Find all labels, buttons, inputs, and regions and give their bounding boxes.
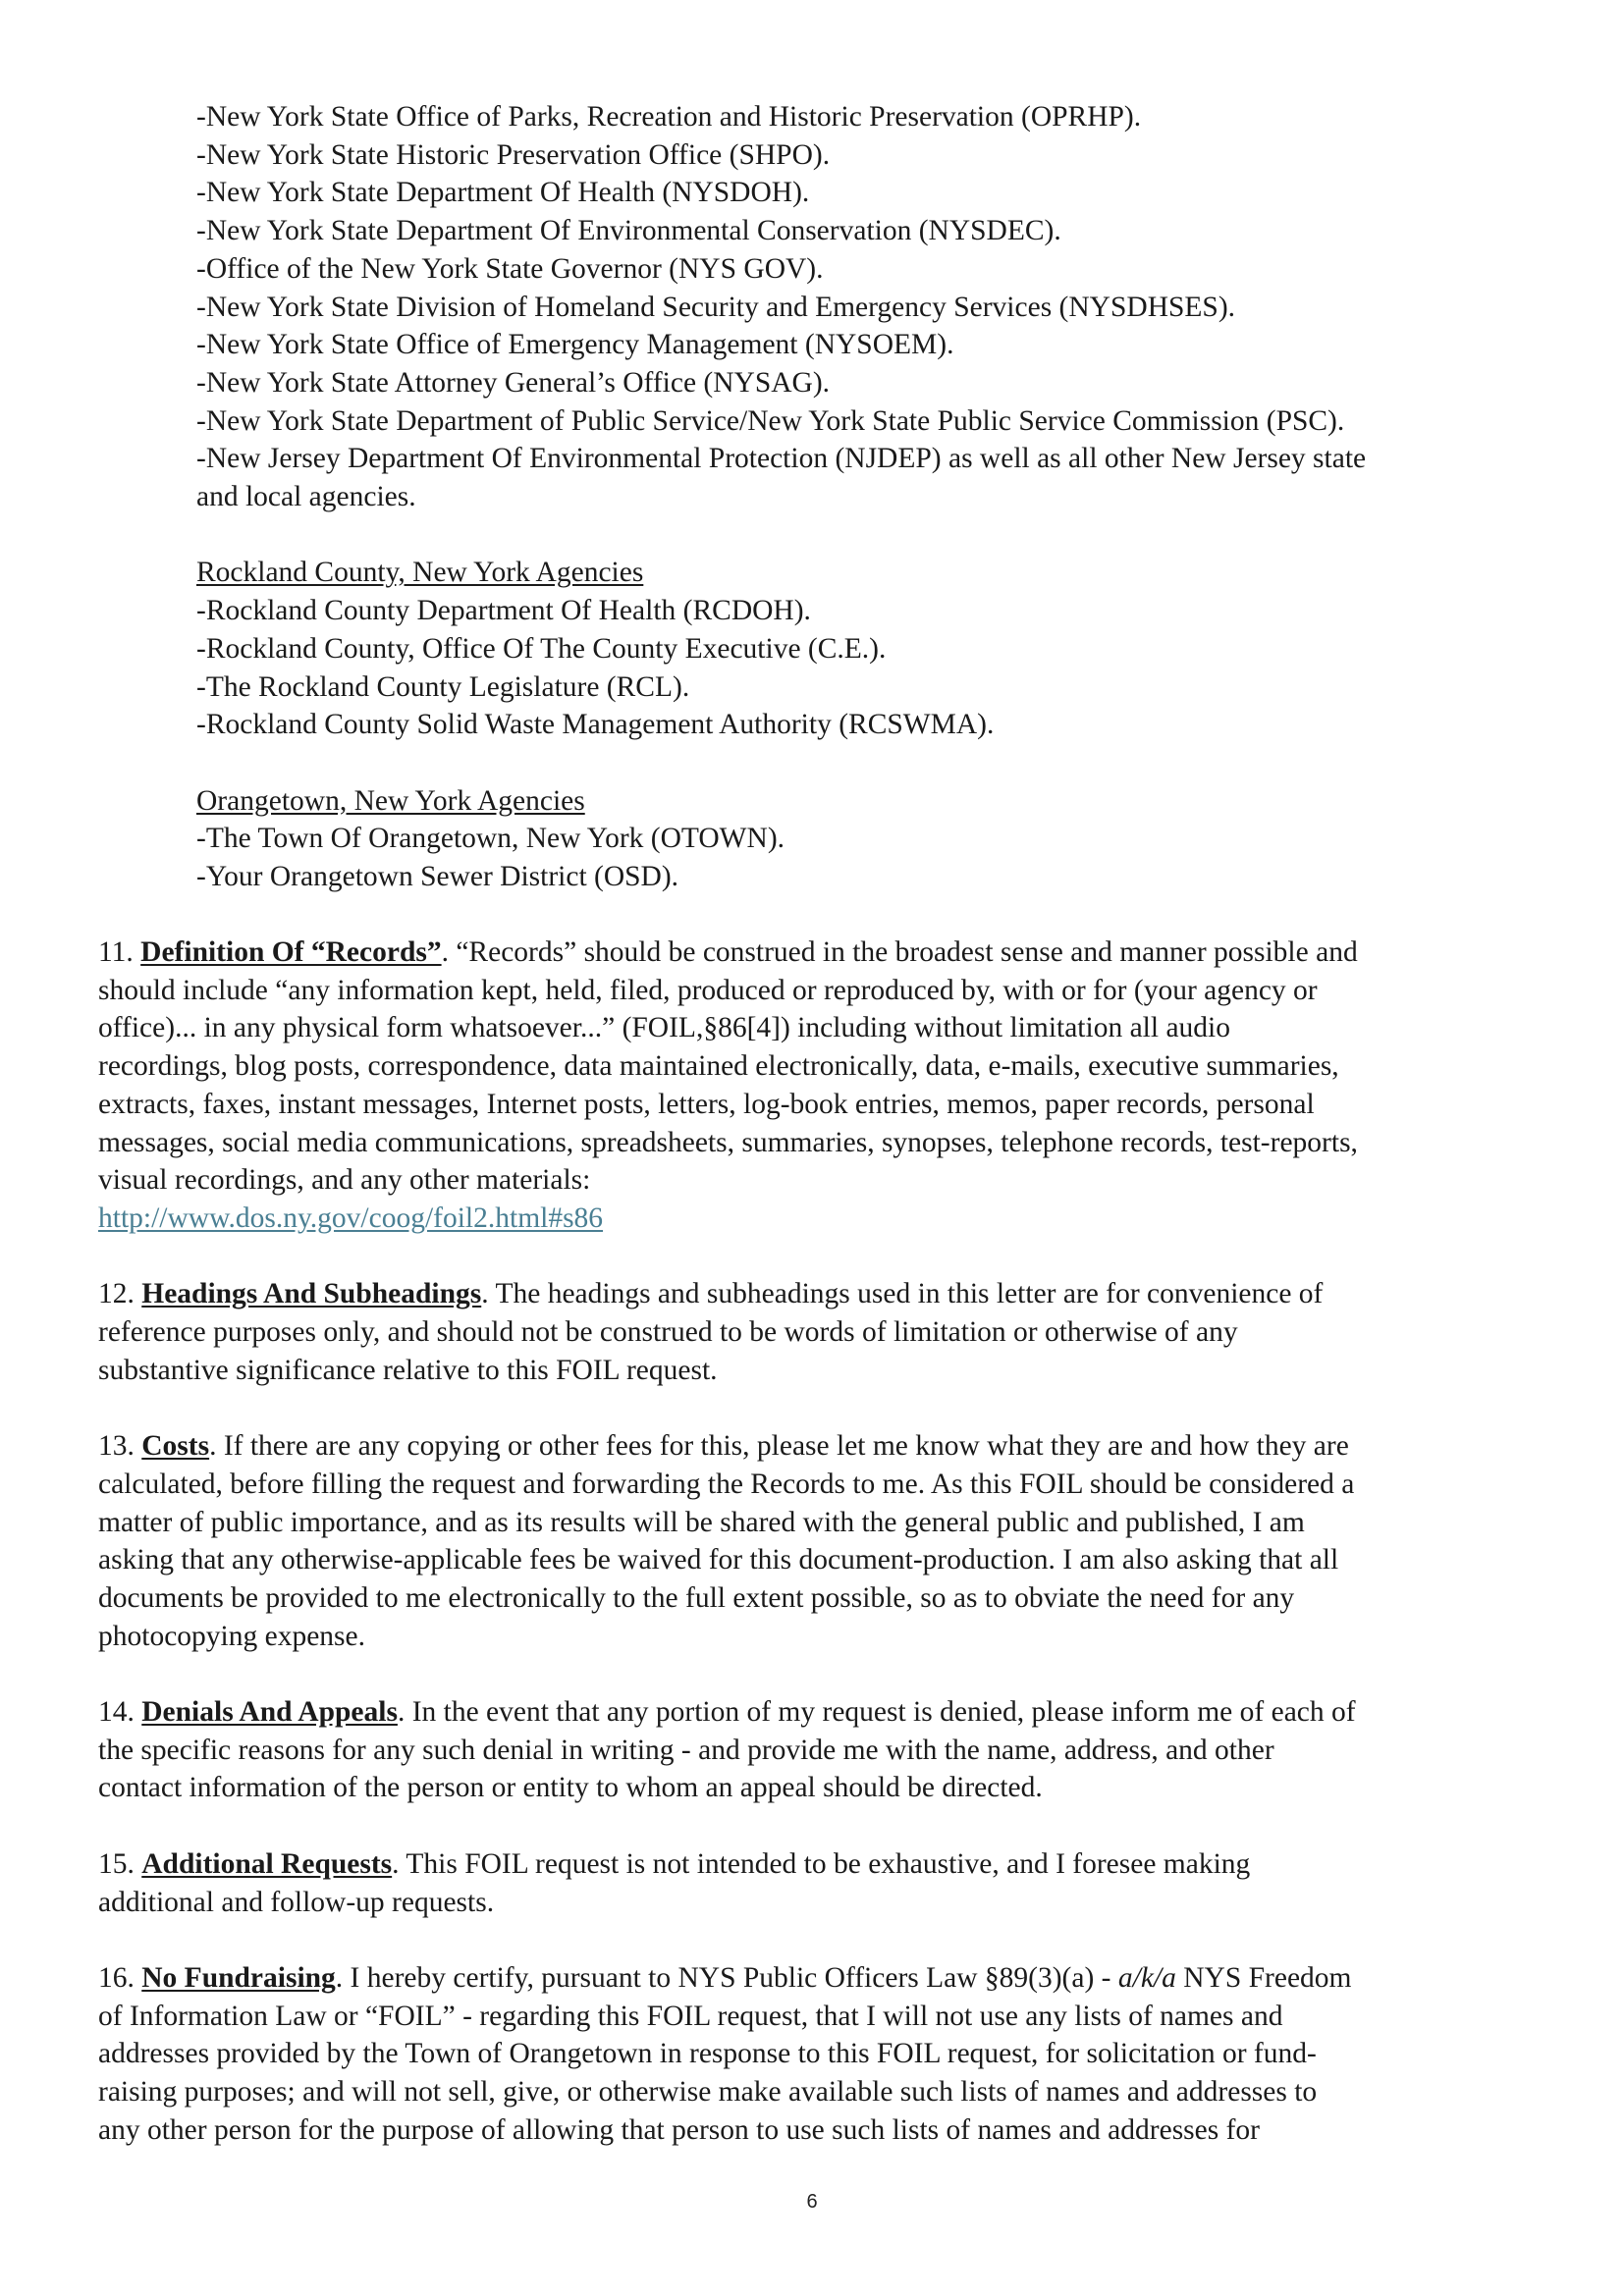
paragraph-line: contact information of the person or entity to whom an appeal should be directed.: [98, 1772, 1043, 1804]
list-item: and local agencies.: [196, 481, 416, 513]
paragraph-line: visual recordings, and any other materials:: [98, 1164, 591, 1197]
list-item: -Rockland County, Office Of The County Executive (C.E.).: [196, 632, 887, 665]
paragraph-line: This FOIL request is not intended to be exhaustive, and I foresee making: [406, 1847, 1251, 1880]
section-number: 13.: [98, 1430, 135, 1463]
state-agency-list: [196, 98, 1551, 516]
section-number: 15.: [98, 1847, 135, 1880]
paragraph-line: If there are any copying or other fees for this, please let me know what they are and how they are: [223, 1430, 1349, 1463]
list-item: -New York State Office of Parks, Recreation and Historic Preservation (OPRHP).: [196, 101, 1142, 133]
section-heading: Definition Of “Records”: [140, 936, 442, 968]
paragraph-line: office)... in any physical form whatsoever...” (FOIL,§86[4]) including without limitation all audio: [98, 1012, 1230, 1044]
list-item: -New York State Historic Preservation Office (SHPO).: [196, 138, 831, 171]
list-item: -New York State Department of Public Service/New York State Public Service Commission (PSC).: [196, 404, 1345, 437]
section-heading: Additional Requests: [141, 1847, 393, 1880]
paragraph-line: substantive significance relative to this FOIL request.: [98, 1354, 718, 1386]
section-heading: Costs: [141, 1430, 210, 1463]
paragraph-line: recordings, blog posts, correspondence, data maintained electronically, data, e-mails, executive summaries,: [98, 1050, 1339, 1083]
paragraph-line: addresses provided by the Town of Orangetown in response to this FOIL request, for solicitation or fund-: [98, 2038, 1317, 2070]
section-heading: Headings And Subheadings: [141, 1278, 482, 1310]
paragraph-line: The headings and subheadings used in this letter are for convenience of: [495, 1278, 1324, 1310]
rockland-agency-list: [196, 554, 1551, 744]
section-12-headings-and-subheadings: 12. Headings And Subheadings. The headings and subheadings used in this letter are for convenience of reference purposes only, and should not be construed to be words of limitation or otherwise of any substantive significance relative to this FOIL request.: [98, 1275, 1542, 1389]
paragraph-text: NYS Freedom: [1183, 1961, 1352, 1994]
list-item: -New York State Office of Emergency Management (NYSOEM).: [196, 329, 954, 361]
paragraph-line: reference purposes only, and should not be construed to be words of limitation or otherwise of any: [98, 1316, 1238, 1349]
section-number: 12.: [98, 1278, 135, 1310]
section-13-costs: 13. Costs. If there are any copying or other fees for this, please let me know what they are and how they are calculated, before filling the request and forwarding the Records to me. As this FOIL should be considered a matter of public importance, and as its results will be shared with the general public and published, I am asking that any otherwise-applicable fees be waived for this document-production. I am also asking that all documents be provided to me electronically to the full extent possible, so as to obviate the need for any photocopying expense.: [98, 1427, 1542, 1655]
list-item: -Your Orangetown Sewer District (OSD).: [196, 861, 679, 893]
sections: [98, 934, 1542, 2187]
list-item: -New York State Department Of Environmental Conservation (NYSDEC).: [196, 215, 1061, 247]
list-item: -Office of the New York State Governor (NYS GOV).: [196, 252, 824, 285]
paragraph-line: photocopying expense.: [98, 1620, 365, 1652]
section-15-additional-requests: 15. Additional Requests. This FOIL request is not intended to be exhaustive, and I foresee making additional and follow-up requests.: [98, 1845, 1542, 1921]
list-item: -The Town Of Orangetown, New York (OTOWN).: [196, 823, 785, 855]
paragraph-line: messages, social media communications, spreadsheets, summaries, synopses, telephone records, test-reports,: [98, 1126, 1358, 1158]
section-16-no-fundraising: 16. No Fundraising. I hereby certify, pursuant to NYS Public Officers Law §89(3)(a) - a/k/a NYS Freedom of Information Law or “FOIL” - regarding this FOIL request, that I will not use any lists of names and addresses provided by the Town of Orangetown in response to this FOIL request, for solicitation or fund- raising purposes; and will not sell, give, or otherwise make available such lists of names and addresses to any other person for the purpose of allowing that person to use such lists of names and addresses for: [98, 1959, 1542, 2150]
section-number: 11.: [98, 936, 134, 968]
orangetown-heading: Orangetown, New York Agencies: [196, 784, 585, 817]
list-item: -New York State Attorney General’s Office (NYSAG).: [196, 366, 831, 399]
agency-lists: [196, 98, 1551, 896]
paragraph-line: “Records” should be construed in the broadest sense and manner possible and: [456, 936, 1358, 968]
paragraph-line: should include “any information kept, held, filed, produced or reproduced by, with or for (your agency or: [98, 974, 1318, 1006]
italic-abbreviation: a/k/a: [1117, 1961, 1176, 1994]
page-number: 6: [806, 2191, 818, 2213]
paragraph-line: raising purposes; and will not sell, give, or otherwise make available such lists of names and addresses to: [98, 2076, 1318, 2109]
paragraph-line: of Information Law or “FOIL” - regarding this FOIL request, that I will not use any lists of names and: [98, 2000, 1283, 2032]
paragraph-line: In the event that any portion of my request is denied, please inform me of each of: [411, 1696, 1356, 1729]
paragraph-line: additional and follow-up requests.: [98, 1886, 495, 1918]
list-item: -The Rockland County Legislature (RCL).: [196, 670, 690, 703]
paragraph-line: any other person for the purpose of allowing that person to use such lists of names and addresses for: [98, 2113, 1260, 2146]
orangetown-agency-list: [196, 782, 1551, 896]
section-14-denials-and-appeals: 14. Denials And Appeals. In the event that any portion of my request is denied, please inform me of each of the specific reasons for any such denial in writing - and provide me with the name, address, and other contact information of the person or entity to whom an appeal should be directed.: [98, 1693, 1542, 1807]
paragraph-line: calculated, before filling the request and forwarding the Records to me. As this FOIL should be considered a: [98, 1468, 1355, 1500]
section-heading: Denials And Appeals: [141, 1696, 398, 1729]
paragraph-line: asking that any otherwise-applicable fees be waived for this document-production. I am also asking that all: [98, 1544, 1339, 1576]
list-item: -New York State Department Of Health (NYSDOH).: [196, 177, 810, 209]
paragraph-line: the specific reasons for any such denial in writing - and provide me with the name, address, and other: [98, 1734, 1274, 1766]
paragraph-text: I hereby certify, pursuant to NYS Public Officers Law §89(3)(a) -: [350, 1961, 1111, 1994]
paragraph-line: extracts, faxes, instant messages, Internet posts, letters, log-book entries, memos, paper records, personal: [98, 1088, 1315, 1120]
section-number: 14.: [98, 1696, 135, 1729]
paragraph-line: documents be provided to me electronically to the full extent possible, so as to obviate the need for any: [98, 1581, 1295, 1614]
list-item: -Rockland County Department Of Health (RCDOH).: [196, 595, 811, 627]
foil-law-link[interactable]: http://www.dos.ny.gov/coog/foil2.html#s86: [98, 1201, 604, 1234]
section-11-definition-of-records: 11. Definition Of “Records”. “Records” should be construed in the broadest sense and manner possible and should include “any information kept, held, filed, produced or reproduced by, with or for (your agency or office)... in any physical form whatsoever...” (FOIL,§86[4]) including without limitation all audio recordings, blog posts, correspondence, data maintained electronically, data, e-mails, executive summaries, extracts, faxes, instant messages, Internet posts, letters, log-book entries, memos, paper records, personal messages, social media communications, spreadsheets, summaries, synopses, telephone records, test-reports, visual recordings, and any other materials: http://www.dos.ny.gov/coog/foil2.html#s86: [98, 934, 1542, 1238]
paragraph-line: matter of public importance, and as its results will be shared with the general public and published, I am: [98, 1506, 1305, 1538]
list-item: -Rockland County Solid Waste Management Authority (RCSWMA).: [196, 709, 995, 741]
section-heading: No Fundraising: [141, 1961, 336, 1994]
list-item: -New York State Division of Homeland Security and Emergency Services (NYSDHSES).: [196, 291, 1236, 323]
section-number: 16.: [98, 1961, 135, 1994]
rockland-heading: Rockland County, New York Agencies: [196, 557, 644, 589]
list-item: -New Jersey Department Of Environmental Protection (NJDEP) as well as all other New Jersey state: [196, 443, 1367, 475]
